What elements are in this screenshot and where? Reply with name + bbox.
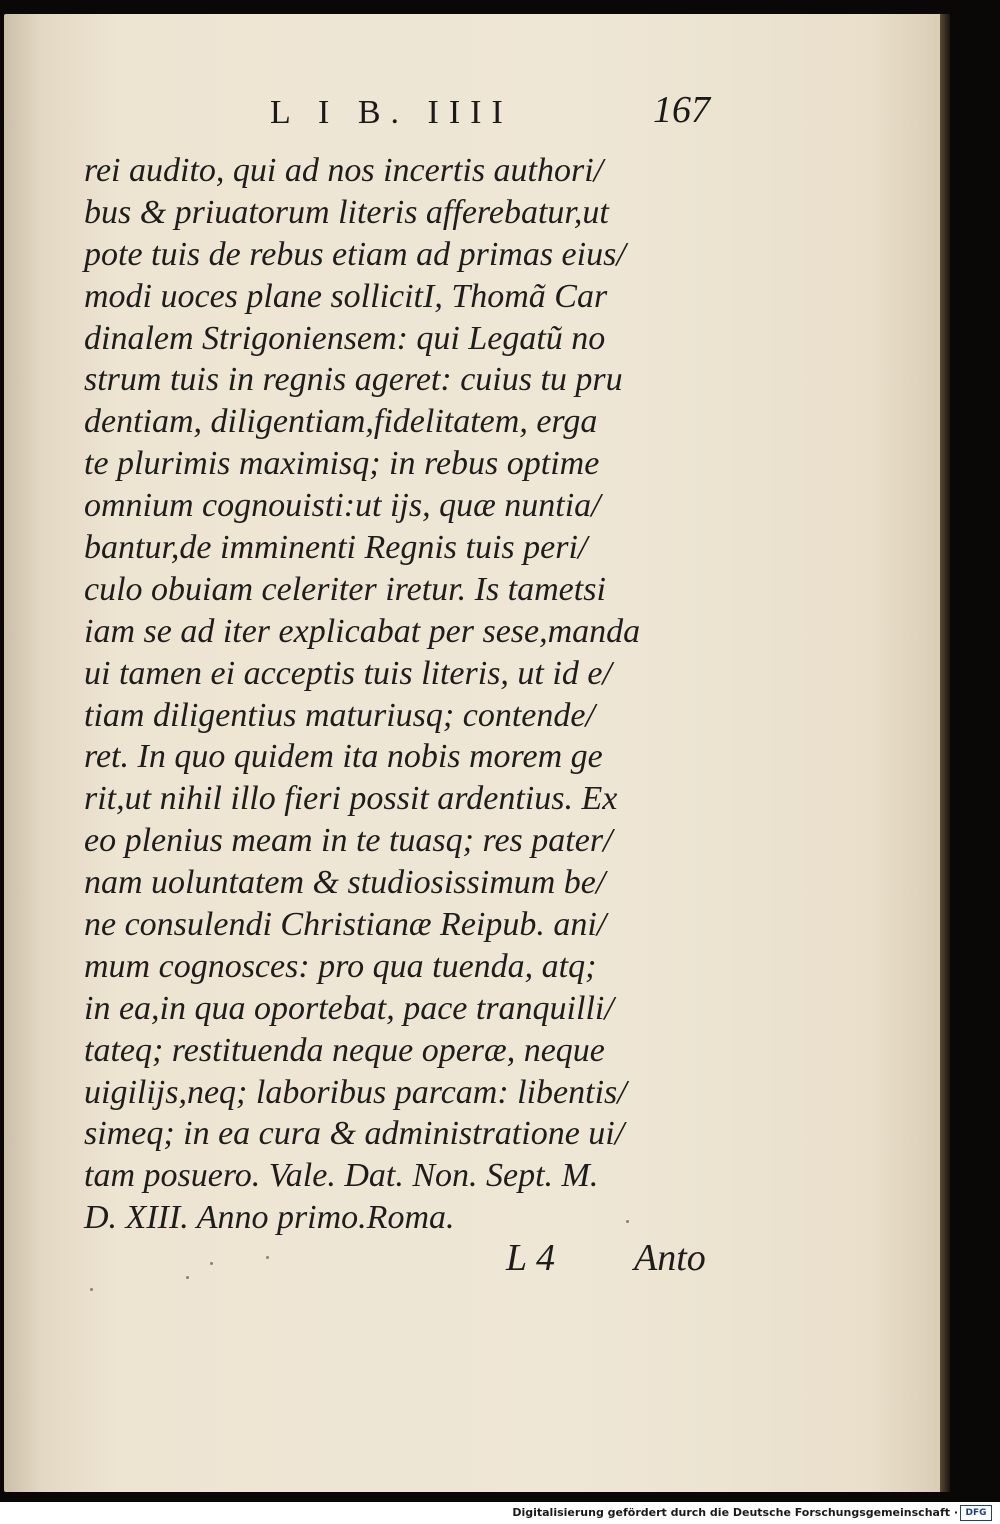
page-edge-shadow	[940, 14, 950, 1492]
text-line: rit,ut nihil illo fieri possit ardentius. Ex	[84, 780, 618, 818]
text-line: pote tuis de rebus etiam ad primas eius/	[84, 235, 626, 273]
text-block	[84, 150, 744, 1239]
signature-mark: L 4	[506, 1237, 555, 1279]
text-line: dinalem Strigoniensem: qui Legatũ no	[84, 319, 606, 357]
text-line: ret. In quo quidem ita nobis morem ge	[84, 738, 603, 776]
footer-bar	[0, 1502, 1000, 1524]
text-line: rei audito, qui ad nos incertis authori/	[84, 152, 604, 189]
text-line: mum cognosces: pro qua tuenda, atq;	[84, 947, 597, 985]
ink-speck	[266, 1256, 269, 1259]
text-line: ne consulendi Christianæ Reipub. ani/	[84, 906, 607, 944]
text-line: omnium cognouisti:ut ijs, quæ nuntia/	[84, 487, 601, 525]
text-line: simeq; in ea cura & administratione ui/	[84, 1115, 625, 1153]
text-line: nam uoluntatem & studiosissimum be/	[84, 864, 606, 902]
signature-line	[506, 1236, 736, 1286]
page-number: 167	[653, 89, 710, 131]
text-line: bus & priuatorum literis afferebatur,ut	[84, 193, 609, 231]
running-title: L I B. IIII	[270, 94, 513, 131]
text-line: te plurimis maximisq; in rebus optime	[84, 445, 600, 483]
ink-speck	[210, 1262, 213, 1265]
text-line: ui tamen ei acceptis tuis literis, ut id e/	[84, 654, 612, 692]
text-line: strum tuis in regnis ageret: cuius tu pru	[84, 361, 623, 399]
catchword: Anto	[634, 1237, 706, 1279]
text-line: modi uoces plane sollicitI, Thomã Car	[84, 277, 608, 315]
ink-speck	[626, 1220, 629, 1223]
text-line: culo obuiam celeriter iretur. Is tametsi	[84, 570, 606, 608]
ink-speck	[186, 1276, 189, 1279]
text-line: dentiam, diligentiam,fidelitatem, erga	[84, 403, 598, 441]
text-line: iam se ad iter explicabat per sese,manda	[84, 612, 641, 650]
running-head	[270, 88, 710, 138]
dfg-logo: DFG	[960, 1505, 992, 1521]
text-line: uigilijs,neq; laboribus parcam: libentis/	[84, 1073, 627, 1111]
text-line: D. XIII. Anno primo.Roma.	[84, 1199, 455, 1237]
text-line: eo plenius meam in te tuasq; res pater/	[84, 822, 613, 860]
ink-speck	[90, 1288, 93, 1291]
text-line: bantur,de imminenti Regnis tuis peri/	[84, 529, 588, 567]
text-line: tam posuero. Vale. Dat. Non. Sept. M.	[84, 1157, 599, 1195]
text-line: tiam diligentius maturiusq; contende/	[84, 696, 595, 734]
funding-note: Digitalisierung gefördert durch die Deutsche Forschungsgemeinschaft ·	[512, 1506, 958, 1519]
text-line: in ea,in qua oportebat, pace tranquilli/	[84, 989, 614, 1027]
text-line: tateq; restituenda neque operæ, neque	[84, 1031, 605, 1069]
